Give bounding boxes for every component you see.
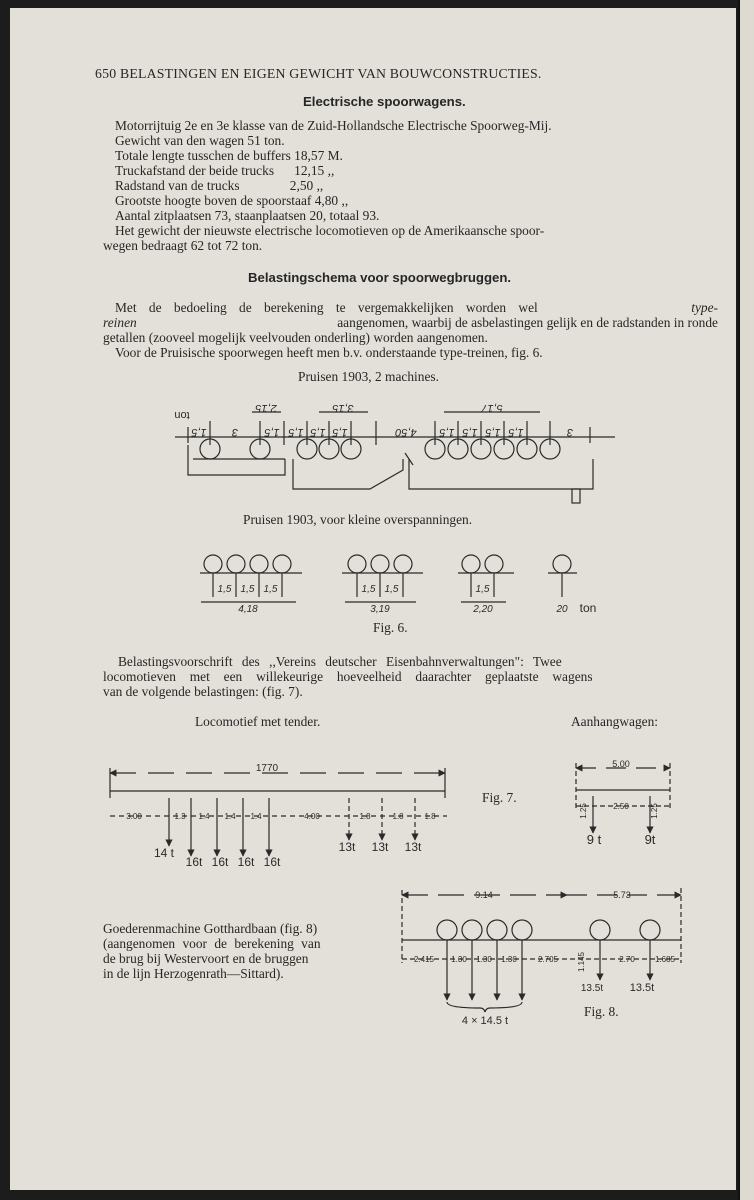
dimension-label: 1.4 bbox=[224, 812, 236, 821]
dimension-label: 1,5 bbox=[475, 584, 490, 595]
wheel bbox=[590, 920, 610, 940]
dimension-label: 1,5 bbox=[264, 426, 280, 438]
fig6-caption-top: Pruisen 1903, 2 machines. bbox=[298, 369, 439, 384]
section-title-electrische: Electrische spoorwagens. bbox=[303, 94, 466, 109]
section-title-belastingschema: Belastingschema voor spoorwegbruggen. bbox=[248, 270, 512, 285]
text-line: Grootste hoogte boven de spoorstaaf 4,80 ,, bbox=[115, 193, 349, 208]
dimension-label: 2.415 bbox=[413, 955, 435, 964]
text-line: Voor de Pruisische spoorwegen heeft men b.v. onderstaande type-treinen, fig. 6. bbox=[115, 345, 543, 360]
fig6-caption-mid: Pruisen 1903, voor kleine overspanningen. bbox=[243, 512, 473, 527]
dimension-label: 1.30 bbox=[476, 955, 492, 964]
dimension-label: 1.145 bbox=[577, 951, 586, 973]
dimension-label: 1,5 bbox=[263, 584, 278, 595]
text-line: Motorrijtuig 2e en 3e klasse van de Zuid-Hollandsche Electrische Spoorweg-Mij. bbox=[115, 118, 552, 133]
running-header: 650 BELASTINGEN EN EIGEN GEWICHT VAN BOUWCONSTRUCTIES. bbox=[95, 66, 542, 81]
dimension-label: 2.70 bbox=[619, 955, 635, 964]
text-line: Radstand van de trucks 2,50 ,, bbox=[115, 178, 324, 193]
figures-drawing bbox=[10, 8, 736, 1190]
dimension-label: 1,5 bbox=[310, 426, 326, 438]
total-label: 4,18 bbox=[238, 604, 258, 615]
fig6-label: Fig. 6. bbox=[373, 620, 408, 635]
dimension-label: 3 bbox=[231, 426, 239, 438]
axle-load-label: 14 t bbox=[153, 846, 175, 860]
dimension-label: 1,5 bbox=[332, 426, 348, 438]
dimension-label: 1.4 bbox=[250, 812, 262, 821]
loco-frame bbox=[293, 459, 403, 489]
text-run: aangenomen, waarbij de asbelastingen gelijk en de radstanden in ronde bbox=[337, 315, 718, 330]
dimension-label: 1,5 bbox=[361, 584, 376, 595]
fig6-top-labels bbox=[174, 402, 573, 438]
axle-load-label: 9 t bbox=[586, 832, 602, 847]
axle-load-label: 16t bbox=[263, 855, 281, 869]
dimension-label: 1,5 bbox=[191, 426, 207, 438]
fig7-labels bbox=[126, 759, 659, 869]
page-edge bbox=[738, 0, 754, 1200]
fig7-aanhang-diagram bbox=[576, 763, 670, 833]
dimension-label: 1.685 bbox=[654, 955, 676, 964]
text-line: wegen bedraagt 62 tot 72 ton. bbox=[103, 238, 263, 253]
dimension-label: 1,5 bbox=[485, 426, 501, 438]
dimension-label: 1,5 bbox=[508, 426, 524, 438]
loco-caption: Locomotief met tender. bbox=[195, 714, 321, 729]
unit-label: ton bbox=[174, 409, 190, 421]
axle-load-label: 16t bbox=[237, 855, 255, 869]
dimension-label: 1.30 bbox=[501, 955, 517, 964]
dimension-label: 1.3 bbox=[174, 812, 186, 821]
fig8-text: Goederenmachine Gotthardbaan (fig. 8) bbox=[103, 921, 318, 936]
wheel bbox=[273, 555, 291, 573]
wheel bbox=[553, 555, 571, 573]
axle-load-label: 13.5t bbox=[629, 982, 655, 994]
dimension-label: 4,50 bbox=[395, 426, 417, 438]
axle-load-label: 13t bbox=[371, 840, 389, 854]
text-line: Het gewicht der nieuwste electrische locomotieven op de Amerikaansche spoor- bbox=[115, 223, 545, 238]
wheel bbox=[348, 555, 366, 573]
dimension-label: 2.50 bbox=[613, 802, 629, 811]
total-dimension-label: 1770 bbox=[255, 763, 279, 774]
book-page bbox=[10, 8, 736, 1190]
wheel bbox=[512, 920, 532, 940]
wheel bbox=[437, 920, 457, 940]
span-label: 2,15 bbox=[255, 402, 277, 414]
axle-load-label: 13t bbox=[338, 840, 356, 854]
total-dimension-label: 5.00 bbox=[612, 759, 630, 769]
fig8-text: in de lijn Herzogenrath—Sittard). bbox=[103, 966, 284, 981]
wheel bbox=[462, 555, 480, 573]
text-run: Met de bedoeling de berekening te vergemakkelijken worden wel bbox=[115, 300, 538, 315]
total-label: 2,20 bbox=[473, 604, 493, 615]
dimension-label: 1.25 bbox=[579, 803, 588, 819]
text-line: van de volgende belastingen: (fig. 7). bbox=[103, 684, 303, 699]
loco-frame-2 bbox=[409, 459, 593, 489]
dimension-label: 1,5 bbox=[240, 584, 255, 595]
dimension-label: 1,5 bbox=[439, 426, 455, 438]
wheel bbox=[487, 920, 507, 940]
wheel bbox=[394, 555, 412, 573]
fig8-text: (aangenomen voor de berekening van bbox=[103, 936, 321, 951]
wheel bbox=[640, 920, 660, 940]
dimension-label: 3 bbox=[566, 426, 574, 438]
wheel bbox=[462, 920, 482, 940]
dimension-label: 1,5 bbox=[462, 426, 478, 438]
axle-load-label: 16t bbox=[211, 855, 229, 869]
fig8-text: de brug bij Westervoort en de bruggen bbox=[103, 951, 309, 966]
fig6-small-labels bbox=[218, 584, 597, 615]
dimension-label: 1.8 bbox=[392, 812, 404, 821]
text-line: getallen (zooveel mogelijk veelvouden onderling) worden aangenomen. bbox=[103, 330, 488, 345]
dimension-label: 1,5 bbox=[217, 584, 232, 595]
span-label: 9.14 bbox=[475, 890, 493, 900]
dimension-label: 2.705 bbox=[537, 955, 559, 964]
text-run: Belastingsvoorschrift des ,,Vereins deutscher Eisenbahnverwaltungen": Twee bbox=[118, 654, 562, 669]
total-label: 3,19 bbox=[370, 604, 390, 615]
wheel bbox=[227, 555, 245, 573]
wheel bbox=[485, 555, 503, 573]
text-line: locomotieven met een willekeurige hoeveelheid daarachter geplaatste wagens bbox=[103, 669, 593, 684]
aanhang-caption: Aanhangwagen: bbox=[571, 714, 659, 729]
axle-load-label: 16t bbox=[185, 855, 203, 869]
dimension-label: 1.4 bbox=[198, 812, 210, 821]
dimension-label: 1.25 bbox=[650, 803, 659, 819]
span-label: 5.73 bbox=[613, 890, 631, 900]
axle-load-label: 13t bbox=[404, 840, 422, 854]
dimension-label: 1,5 bbox=[288, 426, 304, 438]
span-label: 3,15 bbox=[332, 402, 354, 414]
wheel bbox=[371, 555, 389, 573]
wheel bbox=[204, 555, 222, 573]
dimension-label: 3.00 bbox=[126, 812, 142, 821]
text-line: Aantal zitplaatsen 73, staanplaatsen 20, totaal 93. bbox=[115, 208, 380, 223]
fig7-label: Fig. 7. bbox=[482, 790, 517, 805]
dimension-label: 1.30 bbox=[451, 955, 467, 964]
dimension-label: 1.8 bbox=[424, 812, 436, 821]
italic-term: type- bbox=[691, 300, 718, 315]
unit-label: ton bbox=[579, 601, 597, 615]
axle-load-label: 13.5t bbox=[580, 983, 604, 994]
dimension-label: 4.00 bbox=[304, 812, 320, 821]
italic-term: reinen bbox=[103, 315, 137, 330]
dimension-label: 1.8 bbox=[359, 812, 371, 821]
axle-load-label: 9t bbox=[644, 832, 656, 847]
buffer-block bbox=[572, 489, 580, 503]
text-line: Gewicht van den wagen 51 ton. bbox=[115, 133, 285, 148]
wheel bbox=[250, 555, 268, 573]
fig6-top-train bbox=[175, 412, 615, 503]
text-line: Truckafstand der beide trucks 12,15 ,, bbox=[115, 163, 335, 178]
span-label: 5,17 bbox=[481, 402, 503, 414]
total-label: 20 bbox=[556, 604, 568, 615]
dimension-label: 1,5 bbox=[384, 584, 399, 595]
fig8-label: Fig. 8. bbox=[584, 1004, 619, 1019]
group-brace bbox=[447, 1002, 522, 1012]
text-line: Totale lengte tusschen de buffers 18,57 M. bbox=[115, 148, 343, 163]
group-load-label: 4 × 14.5 t bbox=[461, 1015, 509, 1027]
